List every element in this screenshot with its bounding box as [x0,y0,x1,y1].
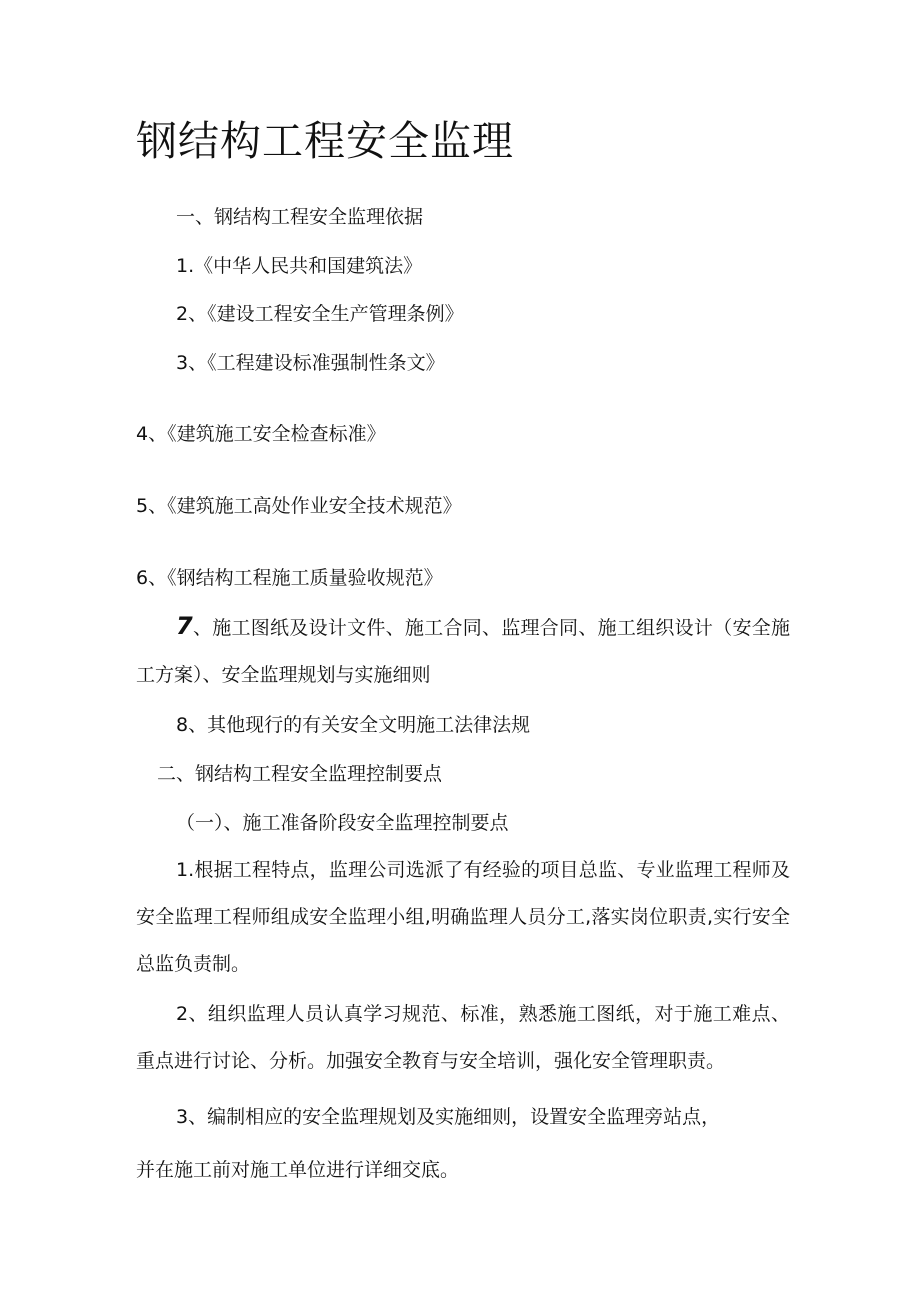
basis-item-6: 6、《钢结构工程施工质量验收规范》 [136,567,443,589]
basis-item-2: 2、《建设工程安全生产管理条例》 [176,303,464,325]
document-title: 钢结构工程安全监理 [136,117,514,165]
basis-item-8: 8、其他现行的有关安全文明施工法律法规 [176,714,531,736]
section2-heading: 二、钢结构工程安全监理控制要点 [157,763,443,785]
paragraph-2: 2、组织监理人员认真学习规范、标准，熟悉施工图纸，对于施工难点、重点进行讨论、分析。加强安全教育与安全培训，强化安全管理职责。 [136,1003,790,1072]
basis-item-3: 3、《工程建设标准强制性条文》 [176,352,445,374]
basis-item-7-text: 、施工图纸及设计文件、施工合同、监理合同、施工组织设计（安全施工方案）、安全监理规划与实施细则 [136,617,790,686]
basis-item-5: 5、《建筑施工高处作业安全技术规范》 [136,495,462,517]
section2-subheading: （一）、施工准备阶段安全监理控制要点 [176,812,509,834]
paragraph-1: 1.根据工程特点，监理公司选派了有经验的项目总监、专业监理工程师及安全监理工程师组成安全监理小组,明确监理人员分工,落实岗位职责,实行安全总监负责制。 [136,859,790,975]
section1-heading: 一、钢结构工程安全监理依据 [176,206,424,228]
basis-item-1: 1.《中华人民共和国建筑法》 [176,255,423,277]
basis-item-4: 4、《建筑施工安全检查标准》 [136,423,386,445]
paragraph-3-line-1: 3、编制相应的安全监理规划及实施细则，设置安全监理旁站点， [176,1106,721,1128]
basis-item-7 [136,603,790,699]
paragraph-3-line-2: 并在施工前对施工单位进行详细交底。 [136,1159,460,1181]
basis-item-7-number: 7 [176,612,193,640]
